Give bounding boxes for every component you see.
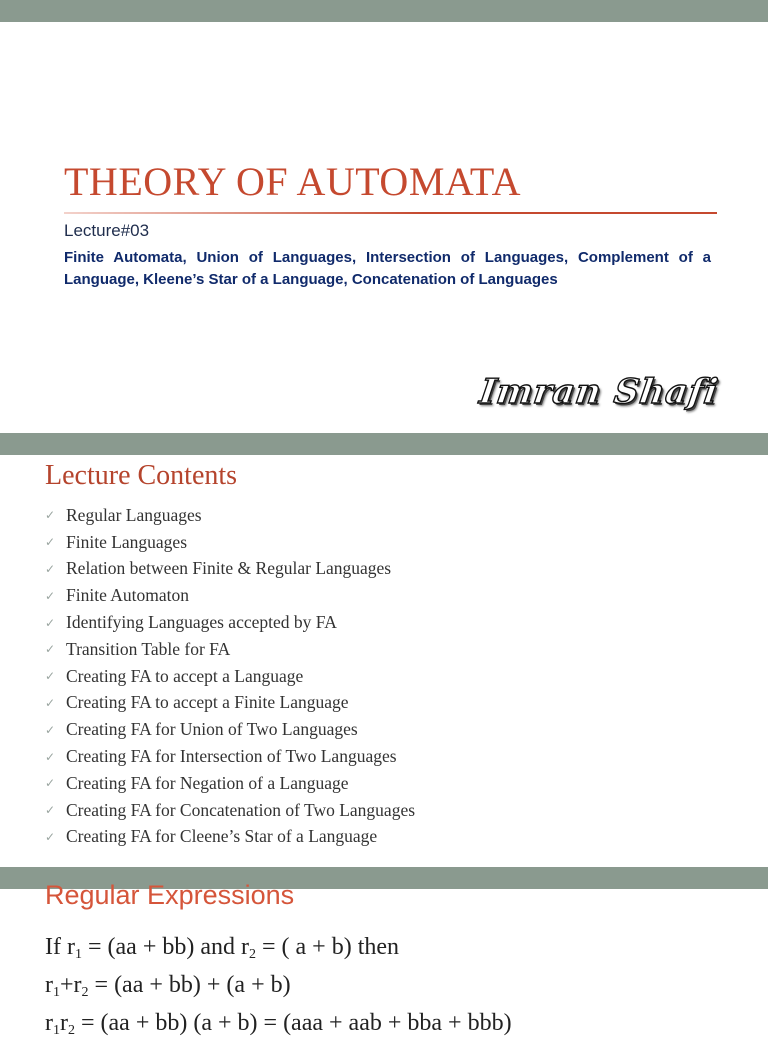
list-item bbox=[45, 609, 745, 636]
slide-title: Lecture Contents bbox=[45, 460, 238, 491]
list-item bbox=[45, 716, 745, 743]
list-item bbox=[45, 582, 745, 609]
list-item-label: Finite Automaton bbox=[66, 585, 189, 606]
expr-text: If r bbox=[45, 934, 75, 960]
list-item-label: Creating FA to accept a Finite Language bbox=[66, 692, 349, 713]
checkmark-icon: ✓ bbox=[45, 803, 56, 818]
checkmark-icon: ✓ bbox=[45, 749, 56, 764]
contents-list bbox=[45, 502, 745, 850]
list-item bbox=[45, 743, 745, 770]
list-item-label: Creating FA for Negation of a Language bbox=[66, 772, 349, 793]
list-item bbox=[45, 770, 745, 797]
expr-text: r bbox=[60, 1010, 68, 1036]
checkmark-icon: ✓ bbox=[45, 722, 56, 737]
expr-text: = (aa + bb) (a + b) = (aaa + aab + bba + bbb) bbox=[75, 1010, 512, 1036]
expression-line bbox=[45, 934, 399, 961]
list-item-label: Transition Table for FA bbox=[66, 638, 231, 659]
list-item bbox=[45, 556, 745, 583]
expression-line bbox=[45, 972, 291, 999]
expr-text: r bbox=[45, 1010, 53, 1036]
expr-text: r bbox=[45, 972, 53, 998]
list-item bbox=[45, 636, 745, 663]
list-item-label: Finite Languages bbox=[66, 531, 188, 552]
checkmark-icon: ✓ bbox=[45, 535, 56, 550]
slide-separator-band bbox=[0, 433, 768, 455]
expr-text: = (aa + bb) + (a + b) bbox=[88, 972, 291, 998]
expr-subscript: 1 bbox=[53, 1023, 60, 1038]
expr-subscript: 2 bbox=[81, 985, 89, 1000]
lecture-topics: Finite Automata, Union of Languages, Intersection of Languages, Complement of a Language, Kleene’s Star of a Language, Concatenation of Languages bbox=[64, 249, 711, 288]
list-item bbox=[45, 690, 745, 717]
checkmark-icon: ✓ bbox=[45, 561, 56, 576]
author-signature: Imran Shafi bbox=[477, 372, 722, 412]
checkmark-icon: ✓ bbox=[45, 615, 56, 630]
checkmark-icon: ✓ bbox=[45, 508, 56, 523]
expr-subscript: 1 bbox=[53, 985, 60, 1000]
list-item-label: Creating FA for Intersection of Two Languages bbox=[66, 746, 397, 767]
checkmark-icon: ✓ bbox=[45, 642, 56, 657]
list-item-label: Creating FA for Concatenation of Two Languages bbox=[66, 799, 416, 820]
list-item bbox=[45, 797, 745, 824]
expr-subscript: 2 bbox=[68, 1023, 75, 1038]
list-item-label: Relation between Finite & Regular Languages bbox=[66, 558, 392, 579]
list-item bbox=[45, 663, 745, 690]
expression-line bbox=[45, 1010, 512, 1037]
title-underline bbox=[64, 212, 717, 214]
list-item-label: Identifying Languages accepted by FA bbox=[66, 612, 337, 633]
expr-subscript: 1 bbox=[74, 947, 82, 962]
checkmark-icon: ✓ bbox=[45, 776, 56, 791]
list-item-label: Creating FA to accept a Language bbox=[66, 665, 304, 686]
list-item bbox=[45, 824, 745, 851]
top-separator-band bbox=[0, 0, 768, 22]
lecture-number: Lecture#03 bbox=[64, 221, 150, 240]
expr-text: = (aa + bb) and r bbox=[81, 934, 249, 960]
list-item bbox=[45, 529, 745, 556]
list-item-label: Creating FA for Union of Two Languages bbox=[66, 719, 358, 740]
checkmark-icon: ✓ bbox=[45, 588, 56, 603]
checkmark-icon: ✓ bbox=[45, 669, 56, 684]
list-item-label: Creating FA for Cleene’s Star of a Language bbox=[66, 826, 378, 847]
slide-title: THEORY OF AUTOMATA bbox=[64, 159, 521, 204]
expr-subscript: 2 bbox=[249, 947, 256, 962]
list-item-label: Regular Languages bbox=[66, 504, 202, 525]
checkmark-icon: ✓ bbox=[45, 695, 56, 710]
checkmark-icon: ✓ bbox=[45, 829, 56, 844]
expr-text: = ( a + b) then bbox=[256, 934, 400, 960]
slide-title: Regular Expressions bbox=[45, 880, 295, 910]
list-item bbox=[45, 502, 745, 529]
expr-text: +r bbox=[60, 972, 82, 998]
